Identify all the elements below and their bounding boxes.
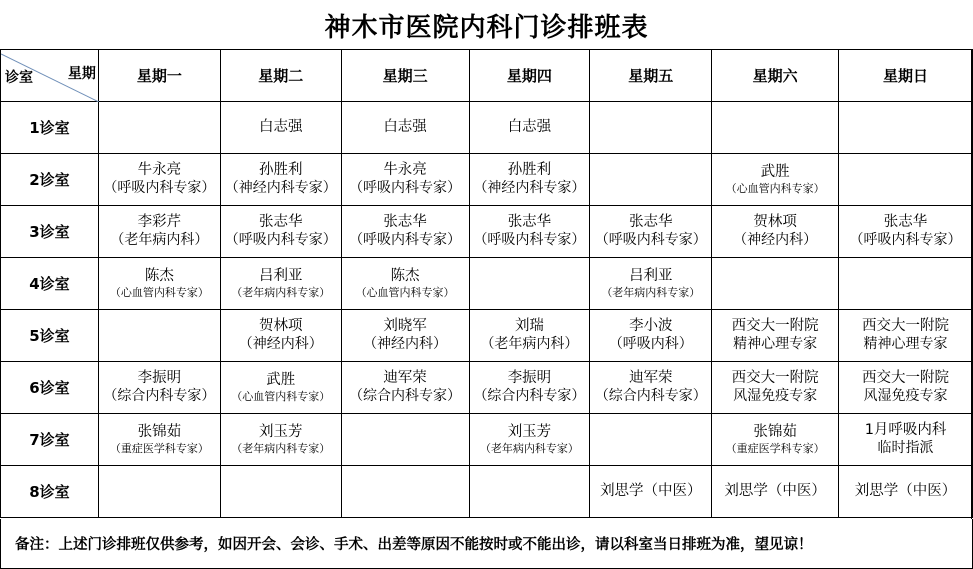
doctor-name: 刘思学（中医） [724, 482, 826, 499]
schedule-cell [469, 310, 590, 362]
schedule-row [1, 206, 973, 258]
doctor-name: 张志华 [883, 214, 928, 231]
doctor-specialty: （老年病内科专家） [231, 441, 331, 455]
table-right-border [971, 49, 972, 519]
doctor-name: 西交大一附院 [731, 370, 819, 387]
schedule-cell [341, 362, 469, 414]
corner-room-label: 诊室 [5, 70, 33, 87]
doctor-name: 白志强 [383, 118, 427, 135]
schedule-cell [469, 258, 590, 310]
room-label: 2诊室 [1, 154, 99, 206]
doctor-specialty: （老年病内科） [480, 335, 579, 352]
doctor-specialty: （呼吸内科专家） [349, 179, 462, 196]
doctor-specialty: 精神心理专家 [863, 335, 948, 352]
schedule-row [1, 258, 973, 310]
schedule-cell [341, 414, 469, 466]
schedule-cell [98, 206, 220, 258]
doctor-specialty: （神经内科） [363, 335, 448, 352]
schedule-row [1, 102, 973, 154]
schedule-cell [839, 206, 973, 258]
doctor-name: 牛永亮 [137, 162, 182, 179]
page-title: 神木市医院内科门诊排班表 [324, 12, 649, 43]
header-row [1, 50, 973, 102]
doctor-name: 西交大一附院 [731, 318, 819, 335]
schedule-cell [839, 362, 973, 414]
doctor-specialty: 风湿免疫专家 [733, 387, 818, 404]
doctor-name: 孙胜利 [258, 162, 303, 179]
schedule-cell [341, 206, 469, 258]
schedule-cell [590, 362, 712, 414]
schedule-cell [469, 206, 590, 258]
schedule-cell [220, 310, 341, 362]
doctor-name: 1月呼吸内科 [864, 422, 947, 439]
schedule-cell [98, 102, 220, 154]
schedule-cell [341, 258, 469, 310]
schedule-cell [712, 206, 839, 258]
day-header-sat: 星期六 [712, 50, 839, 102]
doctor-specialty: （心血管内科专家） [355, 285, 455, 299]
doctor-name: 刘瑞 [514, 318, 544, 335]
doctor-specialty: （老年病内科专家） [601, 285, 701, 299]
schedule-cell [590, 206, 712, 258]
doctor-specialty: （老年病内科） [110, 231, 209, 248]
doctor-specialty: （综合内科专家） [103, 387, 216, 404]
schedule-cell [590, 102, 712, 154]
schedule-cell [839, 154, 973, 206]
schedule-cell [98, 258, 220, 310]
doctor-name: 张志华 [629, 214, 673, 231]
day-header-sun: 星期日 [839, 50, 973, 102]
footer-note: 备注：上述门诊排班仅供参考，如因开会、会诊、手术、出差等原因不能按时或不能出诊，请以科室当日排班为准，望见谅！ [0, 519, 973, 569]
doctor-name: 武胜 [760, 164, 790, 181]
doctor-name: 迪军荣 [629, 370, 673, 387]
schedule-cell [469, 154, 590, 206]
doctor-name: 白志强 [507, 118, 552, 135]
doctor-specialty: （综合内科专家） [473, 387, 586, 404]
doctor-name: 张锦茹 [753, 424, 797, 441]
day-header-tue: 星期二 [220, 50, 341, 102]
schedule-row [1, 466, 973, 518]
doctor-name: 牛永亮 [383, 162, 427, 179]
doctor-specialty: （呼吸内科） [608, 335, 693, 352]
doctor-specialty: （心血管内科专家） [725, 181, 825, 195]
doctor-specialty: （神经内科专家） [224, 179, 337, 196]
doctor-name: 李振明 [137, 370, 182, 387]
doctor-name: 吕利亚 [629, 268, 673, 285]
doctor-name: 西交大一附院 [862, 318, 950, 335]
doctor-specialty: 精神心理专家 [733, 335, 818, 352]
doctor-specialty: （神经内科专家） [473, 179, 586, 196]
schedule-cell [469, 414, 590, 466]
schedule-cell [839, 258, 973, 310]
schedule-cell [98, 154, 220, 206]
doctor-specialty: （综合内科专家） [594, 387, 707, 404]
doctor-specialty: （重症医学科专家） [109, 441, 209, 455]
schedule-cell [839, 466, 973, 518]
schedule-cell [98, 310, 220, 362]
doctor-name: 贺林项 [753, 214, 797, 231]
schedule-cell [469, 362, 590, 414]
doctor-specialty: 临时指派 [877, 439, 934, 456]
schedule-cell [98, 414, 220, 466]
doctor-name: 武胜 [266, 372, 296, 389]
room-label: 4诊室 [1, 258, 99, 310]
doctor-name: 西交大一附院 [862, 370, 950, 387]
day-header-wed: 星期三 [341, 50, 469, 102]
schedule-cell [469, 466, 590, 518]
doctor-name: 刘玉芳 [507, 424, 552, 441]
room-label: 5诊室 [1, 310, 99, 362]
doctor-name: 陈杰 [144, 268, 174, 285]
doctor-specialty: （老年病内科专家） [231, 285, 331, 299]
schedule-row [1, 310, 973, 362]
doctor-specialty: （呼吸内科专家） [473, 231, 586, 248]
schedule-cell [220, 414, 341, 466]
schedule-cell [220, 206, 341, 258]
room-label: 6诊室 [1, 362, 99, 414]
doctor-specialty: （重症医学科专家） [725, 441, 825, 455]
doctor-name: 刘思学（中医） [600, 482, 702, 499]
schedule-cell [341, 310, 469, 362]
schedule-cell [590, 258, 712, 310]
schedule-cell [839, 414, 973, 466]
doctor-specialty: （心血管内科专家） [231, 389, 331, 403]
doctor-name: 张锦茹 [137, 424, 182, 441]
schedule-cell [469, 102, 590, 154]
schedule-cell [590, 154, 712, 206]
doctor-specialty: （呼吸内科专家） [594, 231, 707, 248]
corner-cell [1, 50, 99, 102]
doctor-specialty: （呼吸内科专家） [349, 231, 462, 248]
schedule-cell [839, 310, 973, 362]
schedule-cell [712, 154, 839, 206]
schedule-cell [341, 102, 469, 154]
schedule-cell [712, 362, 839, 414]
schedule-cell [220, 466, 341, 518]
schedule-cell [220, 102, 341, 154]
schedule-cell [98, 466, 220, 518]
day-header-mon: 星期一 [98, 50, 220, 102]
doctor-name: 李小波 [629, 318, 673, 335]
room-label: 7诊室 [1, 414, 99, 466]
schedule-cell [712, 258, 839, 310]
schedule-row [1, 362, 973, 414]
schedule-cell [712, 466, 839, 518]
doctor-name: 张志华 [507, 214, 552, 231]
schedule-cell [590, 310, 712, 362]
doctor-specialty: （呼吸内科专家） [103, 179, 216, 196]
doctor-specialty: （综合内科专家） [349, 387, 462, 404]
doctor-name: 陈杰 [390, 268, 420, 285]
schedule-cell [220, 154, 341, 206]
doctor-name: 张志华 [383, 214, 427, 231]
corner-week-label: 星期 [67, 66, 96, 82]
doctor-name: 贺林项 [258, 318, 303, 335]
schedule-cell [341, 466, 469, 518]
doctor-name: 刘玉芳 [258, 424, 303, 441]
doctor-name: 李振明 [507, 370, 552, 387]
doctor-name: 李彩芹 [137, 214, 182, 231]
doctor-specialty: （神经内科） [238, 335, 323, 352]
room-label: 1诊室 [1, 102, 99, 154]
schedule-cell [98, 362, 220, 414]
day-header-fri: 星期五 [590, 50, 712, 102]
doctor-specialty: 风湿免疫专家 [863, 387, 948, 404]
doctor-name: 白志强 [258, 118, 303, 135]
schedule-cell [590, 414, 712, 466]
schedule-cell [712, 310, 839, 362]
schedule-cell [220, 258, 341, 310]
doctor-specialty: （神经内科） [733, 231, 818, 248]
doctor-name: 吕利亚 [258, 268, 303, 285]
day-header-thu: 星期四 [469, 50, 590, 102]
doctor-name: 刘思学（中医） [854, 482, 957, 499]
schedule-table [0, 49, 973, 518]
doctor-specialty: （心血管内科专家） [109, 285, 209, 299]
schedule-row [1, 414, 973, 466]
doctor-name: 刘晓军 [383, 318, 427, 335]
doctor-name: 孙胜利 [507, 162, 552, 179]
doctor-specialty: （呼吸内科专家） [224, 231, 337, 248]
schedule-cell [590, 466, 712, 518]
schedule-cell [712, 102, 839, 154]
doctor-name: 迪军荣 [383, 370, 427, 387]
doctor-specialty: （呼吸内科专家） [849, 231, 962, 248]
schedule-cell [839, 102, 973, 154]
doctor-name: 张志华 [258, 214, 303, 231]
schedule-cell [220, 362, 341, 414]
schedule-cell [712, 414, 839, 466]
schedule-cell [341, 154, 469, 206]
schedule-row [1, 154, 973, 206]
room-label: 3诊室 [1, 206, 99, 258]
doctor-specialty: （老年病内科专家） [479, 441, 579, 455]
room-label: 8诊室 [1, 466, 99, 518]
